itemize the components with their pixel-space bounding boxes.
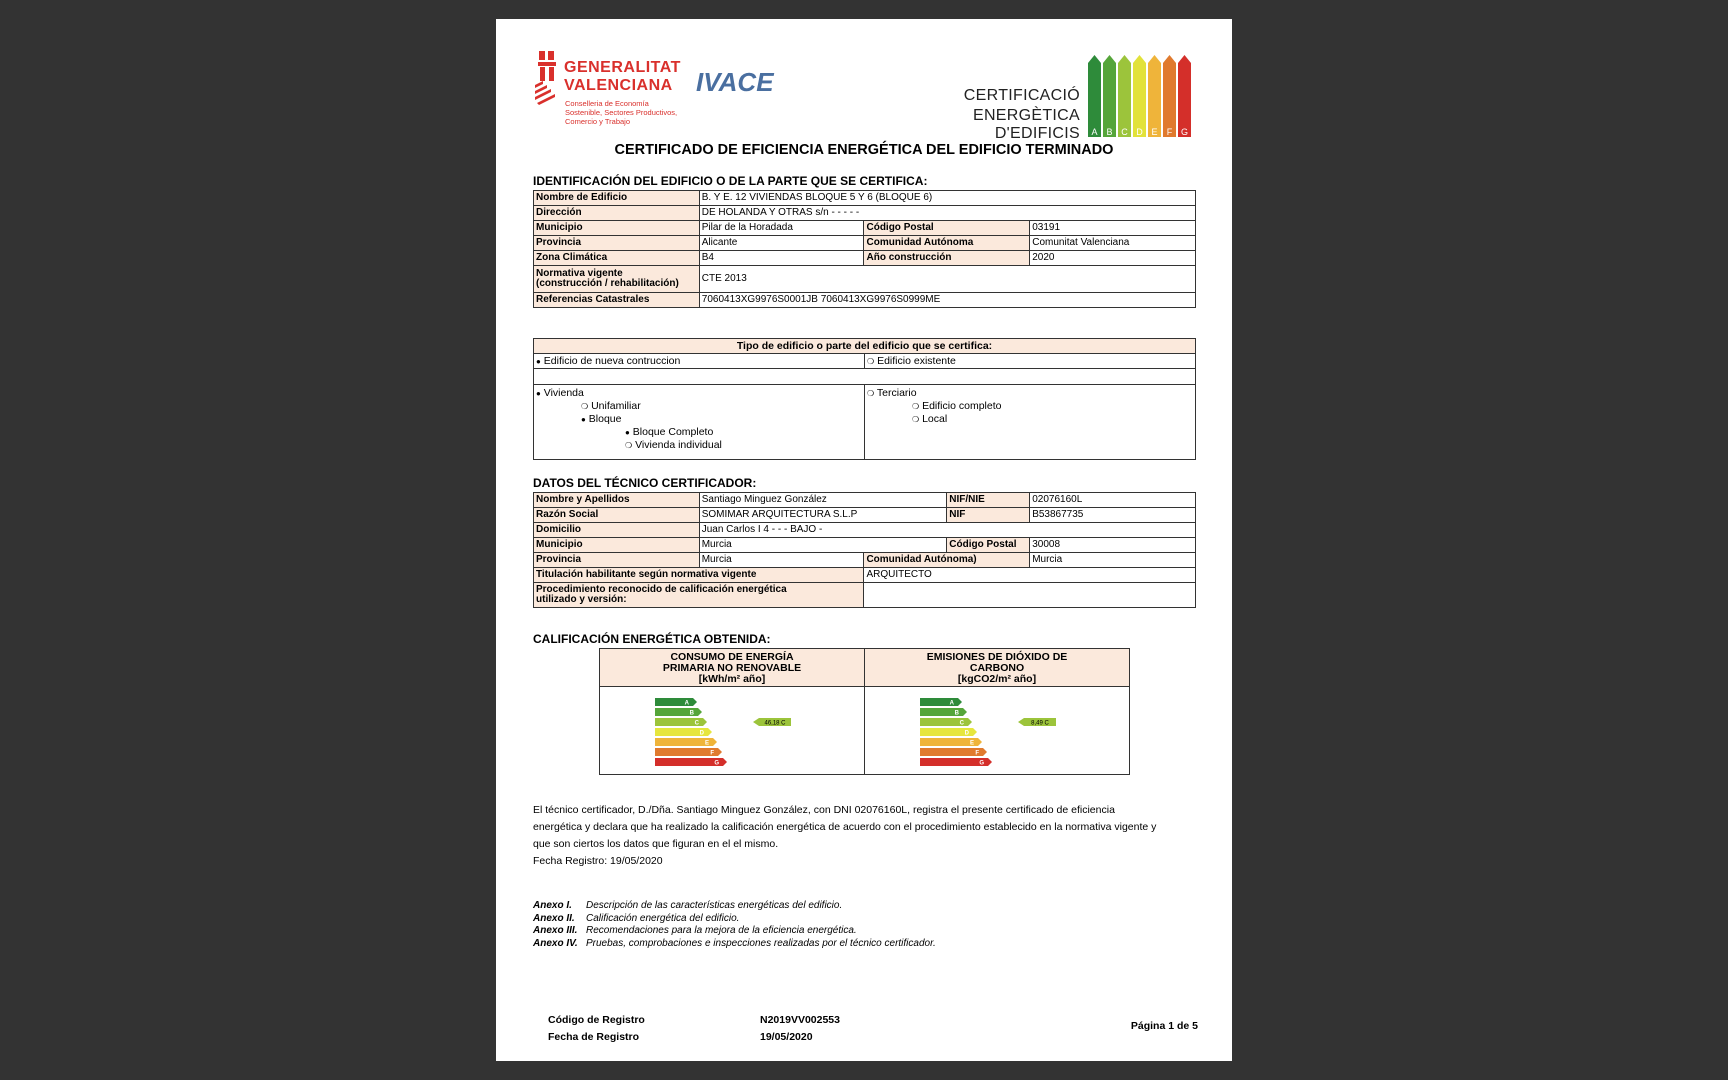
scale-bar-c [655,718,707,726]
bloque-label: Bloque [588,413,622,425]
radio-filled-icon: ● [625,428,630,437]
tipo-heading: Tipo de edificio o parte del edificio que se certifica: [533,338,1196,354]
cert-bar [1118,55,1131,137]
cert-bar [1178,55,1191,137]
scale-bar-c [920,718,972,726]
generalitat-title-2: VALENCIANA [564,77,673,94]
vivienda-individual-option [536,439,862,452]
anexo-text: Recomendaciones para la mejora de la eficiencia energética. [586,925,857,936]
scale-bar-letter: E [704,740,709,747]
footer-page-number: Página 1 de 5 [1130,1020,1198,1032]
cert-bar [1148,55,1161,137]
anexo-item [533,913,936,926]
declaracion-paragraph [533,802,1203,870]
refs-label: Referencias Catastrales [534,293,700,308]
nombre-value: B. Y E. 12 VIVIENDAS BLOQUE 5 Y 6 (BLOQUE 6) [699,191,1195,206]
anexo-label: Anexo II. [533,912,575,924]
tipo-terciario-cell [864,384,1196,460]
tec-ca-value: Murcia [1030,553,1196,568]
vivienda-option [536,387,862,400]
tec-provincia-value: Murcia [699,553,864,568]
table-row [534,191,1196,206]
anexo-item [533,925,936,938]
generalitat-logo [535,49,695,149]
edificio-completo-option [867,400,1193,413]
anexo-item [533,900,936,913]
calificacion-heading: CALIFICACIÓN ENERGÉTICA OBTENIDA: [533,632,771,646]
footer-codigo-value: N2019VV002553 [760,1014,840,1026]
identificacion-table [533,190,1196,308]
tec-nif-label: NIF [947,508,1030,523]
footer-fecha-value: 19/05/2020 [760,1031,813,1043]
vivienda-label: Vivienda [543,387,584,399]
certificate-page [496,19,1232,1061]
radio-filled-icon: ● [536,357,541,366]
scale-bar-letter: D [964,730,969,737]
scale-bar-b [920,708,967,716]
tec-titulacion-value: ARQUITECTO [864,568,1196,583]
tipo-existente-label: Edificio existente [877,355,956,367]
tec-provincia-label: Provincia [534,553,700,568]
cert-word-2: ENERGÈTICA D'EDIFICIS [972,107,1080,142]
table-row [534,251,1196,266]
cert-bar-letter: E [1151,127,1158,137]
bloque-completo-option [536,426,862,439]
table-row [534,523,1196,538]
cert-bar-letter: G [1180,127,1189,137]
tec-domicilio-value: Juan Carlos I 4 - - - BAJO - [699,523,1195,538]
cert-bar-letter: F [1166,127,1173,137]
cert-bar-letter: A [1091,127,1098,137]
tipo-nueva-label: Edificio de nueva contruccion [543,355,681,367]
generalitat-emblem-icon [535,49,561,105]
tec-titulacion-label: Titulación habilitante según normativa vigente [534,568,864,583]
rating-value: 8,49 C [1031,720,1049,727]
table-row [534,266,1196,293]
ivace-logo: IVACE [696,67,774,97]
generalitat-sub-3: Comercio y Trabajo [565,117,631,126]
normativa-label [534,266,700,293]
anexo-item [533,938,936,951]
tec-nombre-label: Nombre y Apellidos [534,493,700,508]
scale-bar-letter: E [969,740,974,747]
table-row [534,508,1196,523]
tec-cp-value: 30008 [1030,538,1196,553]
consumo-h3: [kWh/m² año] [698,673,766,685]
table-row [534,236,1196,251]
scale-bar-letter: D [699,730,704,737]
tecnico-table [533,492,1196,608]
cert-color-bars [1086,49,1196,144]
scale-bar-letter: A [949,700,954,707]
zona-value: B4 [699,251,864,266]
tec-municipio-value: Murcia [699,538,947,553]
tec-procedimiento-value [864,583,1196,608]
tipo-spacer-row [533,368,1196,385]
footer-fecha-label: Fecha de Registro [548,1031,640,1043]
consumo-scale-cell [599,686,865,775]
nombre-label: Nombre de Edificio [534,191,700,206]
unifamiliar-label: Unifamiliar [591,400,641,412]
declaracion-line-3: que son ciertos los datos que figuran en el el mismo. [533,838,779,850]
local-label: Local [922,413,948,425]
tec-nif-value: B53867735 [1030,508,1196,523]
emis-h2: CARBONO [969,662,1025,674]
radio-empty-icon: ❍ [867,357,875,366]
ca-value: Comunitat Valenciana [1030,236,1196,251]
cert-bar-letter: C [1121,127,1128,137]
tec-municipio-label: Municipio [534,538,700,553]
anexo-label: Anexo IV. [533,937,578,949]
scale-bar-letter: G [714,760,719,767]
declaracion-line-1: El técnico certificador, D./Dña. Santiago Minguez González, con DNI 02076160L, registra el presente certificado de eficiencia [533,804,1115,816]
declaracion-fecha: Fecha Registro: 19/05/2020 [533,855,663,867]
consumo-h2: PRIMARIA NO RENOVABLE [662,662,802,674]
normativa-label-2: (construcción / rehabilitación) [536,278,679,289]
anexo-text: Calificación energética del edificio. [586,912,740,924]
table-row [534,568,1196,583]
anio-value: 2020 [1030,251,1196,266]
normativa-value: CTE 2013 [699,266,1195,293]
emisiones-energy-scale [865,687,1129,774]
unifamiliar-option [536,400,862,413]
direccion-label: Dirección [534,206,700,221]
consumo-h1: CONSUMO DE ENERGÍA [670,651,794,663]
local-option [867,413,1193,426]
terciario-label: Terciario [876,387,917,399]
vivienda-individual-label: Vivienda individual [635,439,722,451]
radio-filled-icon: ● [536,389,541,398]
scale-bar-letter: B [689,710,694,717]
refs-value: 7060413XG9976S0001JB 7060413XG9976S0999ME [699,293,1195,308]
bloque-completo-label: Bloque Completo [632,426,714,438]
municipio-label: Municipio [534,221,700,236]
radio-filled-icon: ● [581,415,586,424]
cert-bar-letter: D [1136,127,1143,137]
bloque-option [536,413,862,426]
footer-codigo-label: Código de Registro [548,1014,645,1026]
anexo-text: Descripción de las características energéticas del edificio. [586,900,843,911]
anexo-label: Anexo I. [533,900,572,911]
cert-bars-graphic [1086,49,1196,144]
table-row [534,206,1196,221]
consumo-energy-scale [600,687,864,774]
scale-bar-letter: F [975,750,979,757]
zona-label: Zona Climática [534,251,700,266]
cp-label: Código Postal [864,221,1030,236]
tec-razon-value: SOMIMAR ARQUITECTURA S.L.P [699,508,947,523]
tec-nombre-value: Santiago Minguez González [699,493,947,508]
tecnico-heading: DATOS DEL TÉCNICO CERTIFICADOR: [533,476,757,490]
tipo-vivienda-cell [533,384,865,460]
scale-bar-letter: F [710,750,714,757]
radio-empty-icon: ❍ [625,441,633,450]
page-title: CERTIFICADO DE EFICIENCIA ENERGÉTICA DEL EDIFICIO TERMINADO [614,142,1114,158]
emis-h1: EMISIONES DE DIÓXIDO DE [926,651,1068,663]
anexo-text: Pruebas, comprobaciones e inspecciones realizadas por el técnico certificador. [586,937,936,949]
provincia-label: Provincia [534,236,700,251]
certificacio-logo [916,49,1198,144]
table-row [534,293,1196,308]
scale-bar-a [920,698,962,706]
municipio-value: Pilar de la Horadada [699,221,864,236]
rating-value: 46,18 C [764,720,786,727]
tec-procedimiento-label [534,583,864,608]
provincia-value: Alicante [699,236,864,251]
emis-h3: [kgCO2/m² año] [957,673,1037,685]
table-row [534,493,1196,508]
table-row [534,538,1196,553]
tec-cp-label: Código Postal [947,538,1030,553]
table-row [534,583,1196,608]
tec-procedimiento-label-2: utilizado y versión: [536,594,627,605]
radio-empty-icon: ❍ [581,402,589,411]
tec-ca-label: Comunidad Autónoma) [864,553,1030,568]
declaracion-line-2: energética y declara que ha realizado la calificación energética de acuerdo con el procedimiento establecido en la normativa vigente y [533,821,1157,833]
radio-empty-icon: ❍ [912,415,920,424]
normativa-label-1: Normativa vigente [536,268,623,279]
emisiones-scale-cell [864,686,1130,775]
generalitat-sub-1: Conselleria de Economía [565,99,649,108]
tec-domicilio-label: Domicilio [534,523,700,538]
cp-value: 03191 [1030,221,1196,236]
identificacion-heading: IDENTIFICACIÓN DEL EDIFICIO O DE LA PARTE QUE SE CERTIFICA: [533,174,928,188]
tec-nifnie-value: 02076160L [1030,493,1196,508]
tec-nifnie-label: NIF/NIE [947,493,1030,508]
cert-bar [1133,55,1146,137]
cert-word-1: CERTIFICACIÓ [963,87,1080,104]
generalitat-title-1: GENERALITAT [564,59,681,76]
scale-bar-letter: G [979,760,984,767]
scale-bar-letter: C [694,720,699,727]
tipo-existente-cell [864,353,1196,369]
emisiones-header [864,648,1130,687]
scale-bar-letter: B [954,710,959,717]
terciario-option [867,387,1193,400]
cert-bar [1103,55,1116,137]
tec-procedimiento-label-1: Procedimiento reconocido de calificación energética [536,584,787,595]
cert-bar [1163,55,1176,137]
table-row [534,221,1196,236]
consumo-header [599,648,865,687]
anio-label: Año construcción [864,251,1030,266]
scale-bar-letter: C [959,720,964,727]
generalitat-sub-2: Sostenible, Sectores Productivos, [565,108,678,117]
cert-bar-letter: B [1106,127,1113,137]
radio-empty-icon: ❍ [867,389,875,398]
scale-bar-a [655,698,697,706]
scale-bar-b [655,708,702,716]
anexos-list [533,900,936,950]
ca-label: Comunidad Autónoma [864,236,1030,251]
tec-razon-label: Razón Social [534,508,700,523]
cert-bar [1088,55,1101,137]
scale-bar-letter: A [684,700,689,707]
radio-empty-icon: ❍ [912,402,920,411]
anexo-label: Anexo III. [533,925,578,936]
direccion-value: DE HOLANDA Y OTRAS s/n - - - - - [699,206,1195,221]
edificio-completo-label: Edificio completo [922,400,1002,412]
tipo-nueva-cell [533,353,865,369]
table-row [534,553,1196,568]
